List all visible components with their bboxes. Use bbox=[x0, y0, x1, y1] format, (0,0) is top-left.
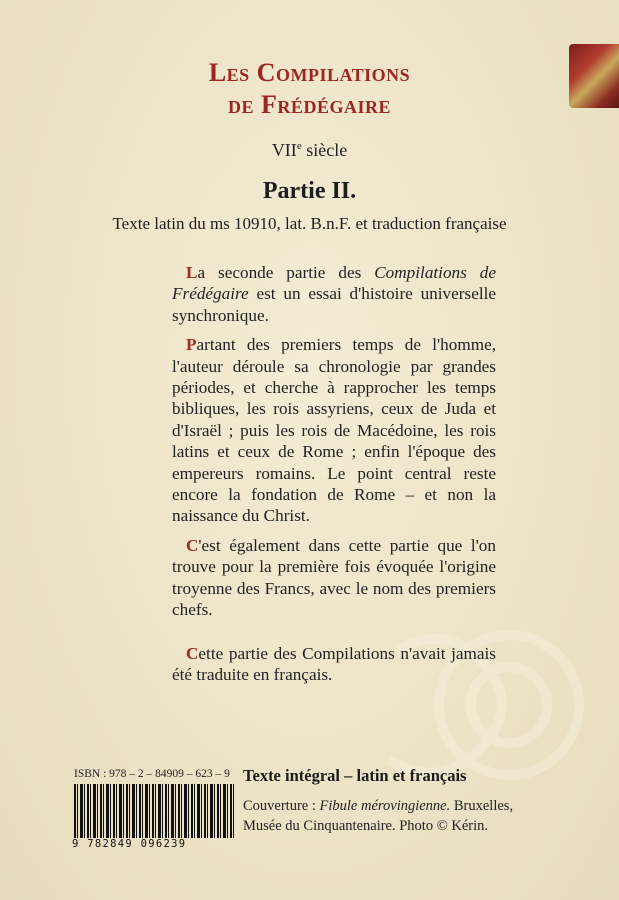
blurb-text-run: a seconde partie des bbox=[197, 263, 375, 282]
drop-initial: P bbox=[186, 335, 197, 355]
edition-note: Texte intégral – latin et français bbox=[243, 766, 467, 785]
blurb-paragraph-1 bbox=[172, 262, 496, 326]
blurb-italic-title: Compilations de Frédégaire bbox=[172, 263, 496, 304]
book-title-line2: de Frédégaire bbox=[228, 90, 391, 119]
drop-initial: C bbox=[186, 535, 199, 555]
credit-text-run: Bruxelles, Musée du Cinquantenaire. Photo © Kérin. bbox=[243, 798, 514, 834]
barcode-number: 9 782849 096239 bbox=[72, 838, 187, 850]
blurb-text-run: est un essai d'histoire universelle synchronique. bbox=[172, 284, 496, 325]
drop-initial: C bbox=[186, 643, 199, 663]
blurb-text-run: artant des premiers temps de l'homme, l'auteur déroule sa chronologie par grandes périodes, et cherche à rapprocher les temps bibliques, les rois assyriens, ceux de Juda et d'Israël ; puis les rois de Macédoine, les rois latins et ceux de Rome ; enfin l'époque des empereurs romains. Le point central reste encore la fondation de Rome – et non la naissance du Christ. bbox=[172, 335, 496, 526]
isbn-label: ISBN : 978 – 2 – 84909 – 623 – 9 bbox=[74, 768, 230, 780]
part-subtitle: Texte latin du ms 10910, lat. B.n.F. et traduction française bbox=[112, 214, 507, 233]
blurb-text-run: 'est également dans cette partie que l'on trouve pour la première fois évoquée l'origine troyenne des Francs, avec le nom des premiers chefs. bbox=[172, 535, 496, 620]
credit-italic: Fibule mérovingienne. bbox=[319, 798, 451, 814]
cover-credit bbox=[243, 796, 543, 836]
century-superscript: e bbox=[296, 140, 302, 152]
blurb-text bbox=[172, 262, 496, 693]
drop-initial: L bbox=[186, 263, 198, 282]
century-numeral: VII bbox=[271, 140, 297, 160]
barcode bbox=[74, 784, 234, 838]
credit-text-run: Couverture : bbox=[243, 798, 320, 814]
century-word: siècle bbox=[301, 140, 348, 160]
part-heading: Partie II. bbox=[262, 178, 357, 204]
blurb-paragraph-3 bbox=[172, 535, 496, 621]
blurb-text-run: ette partie des Compilations n'avait jamais été traduite en français. bbox=[172, 643, 496, 684]
century-label bbox=[0, 140, 619, 161]
book-title-line1: Les Compilations bbox=[208, 58, 411, 87]
blurb-paragraph-2 bbox=[172, 334, 496, 527]
blurb-paragraph-4 bbox=[172, 643, 496, 686]
